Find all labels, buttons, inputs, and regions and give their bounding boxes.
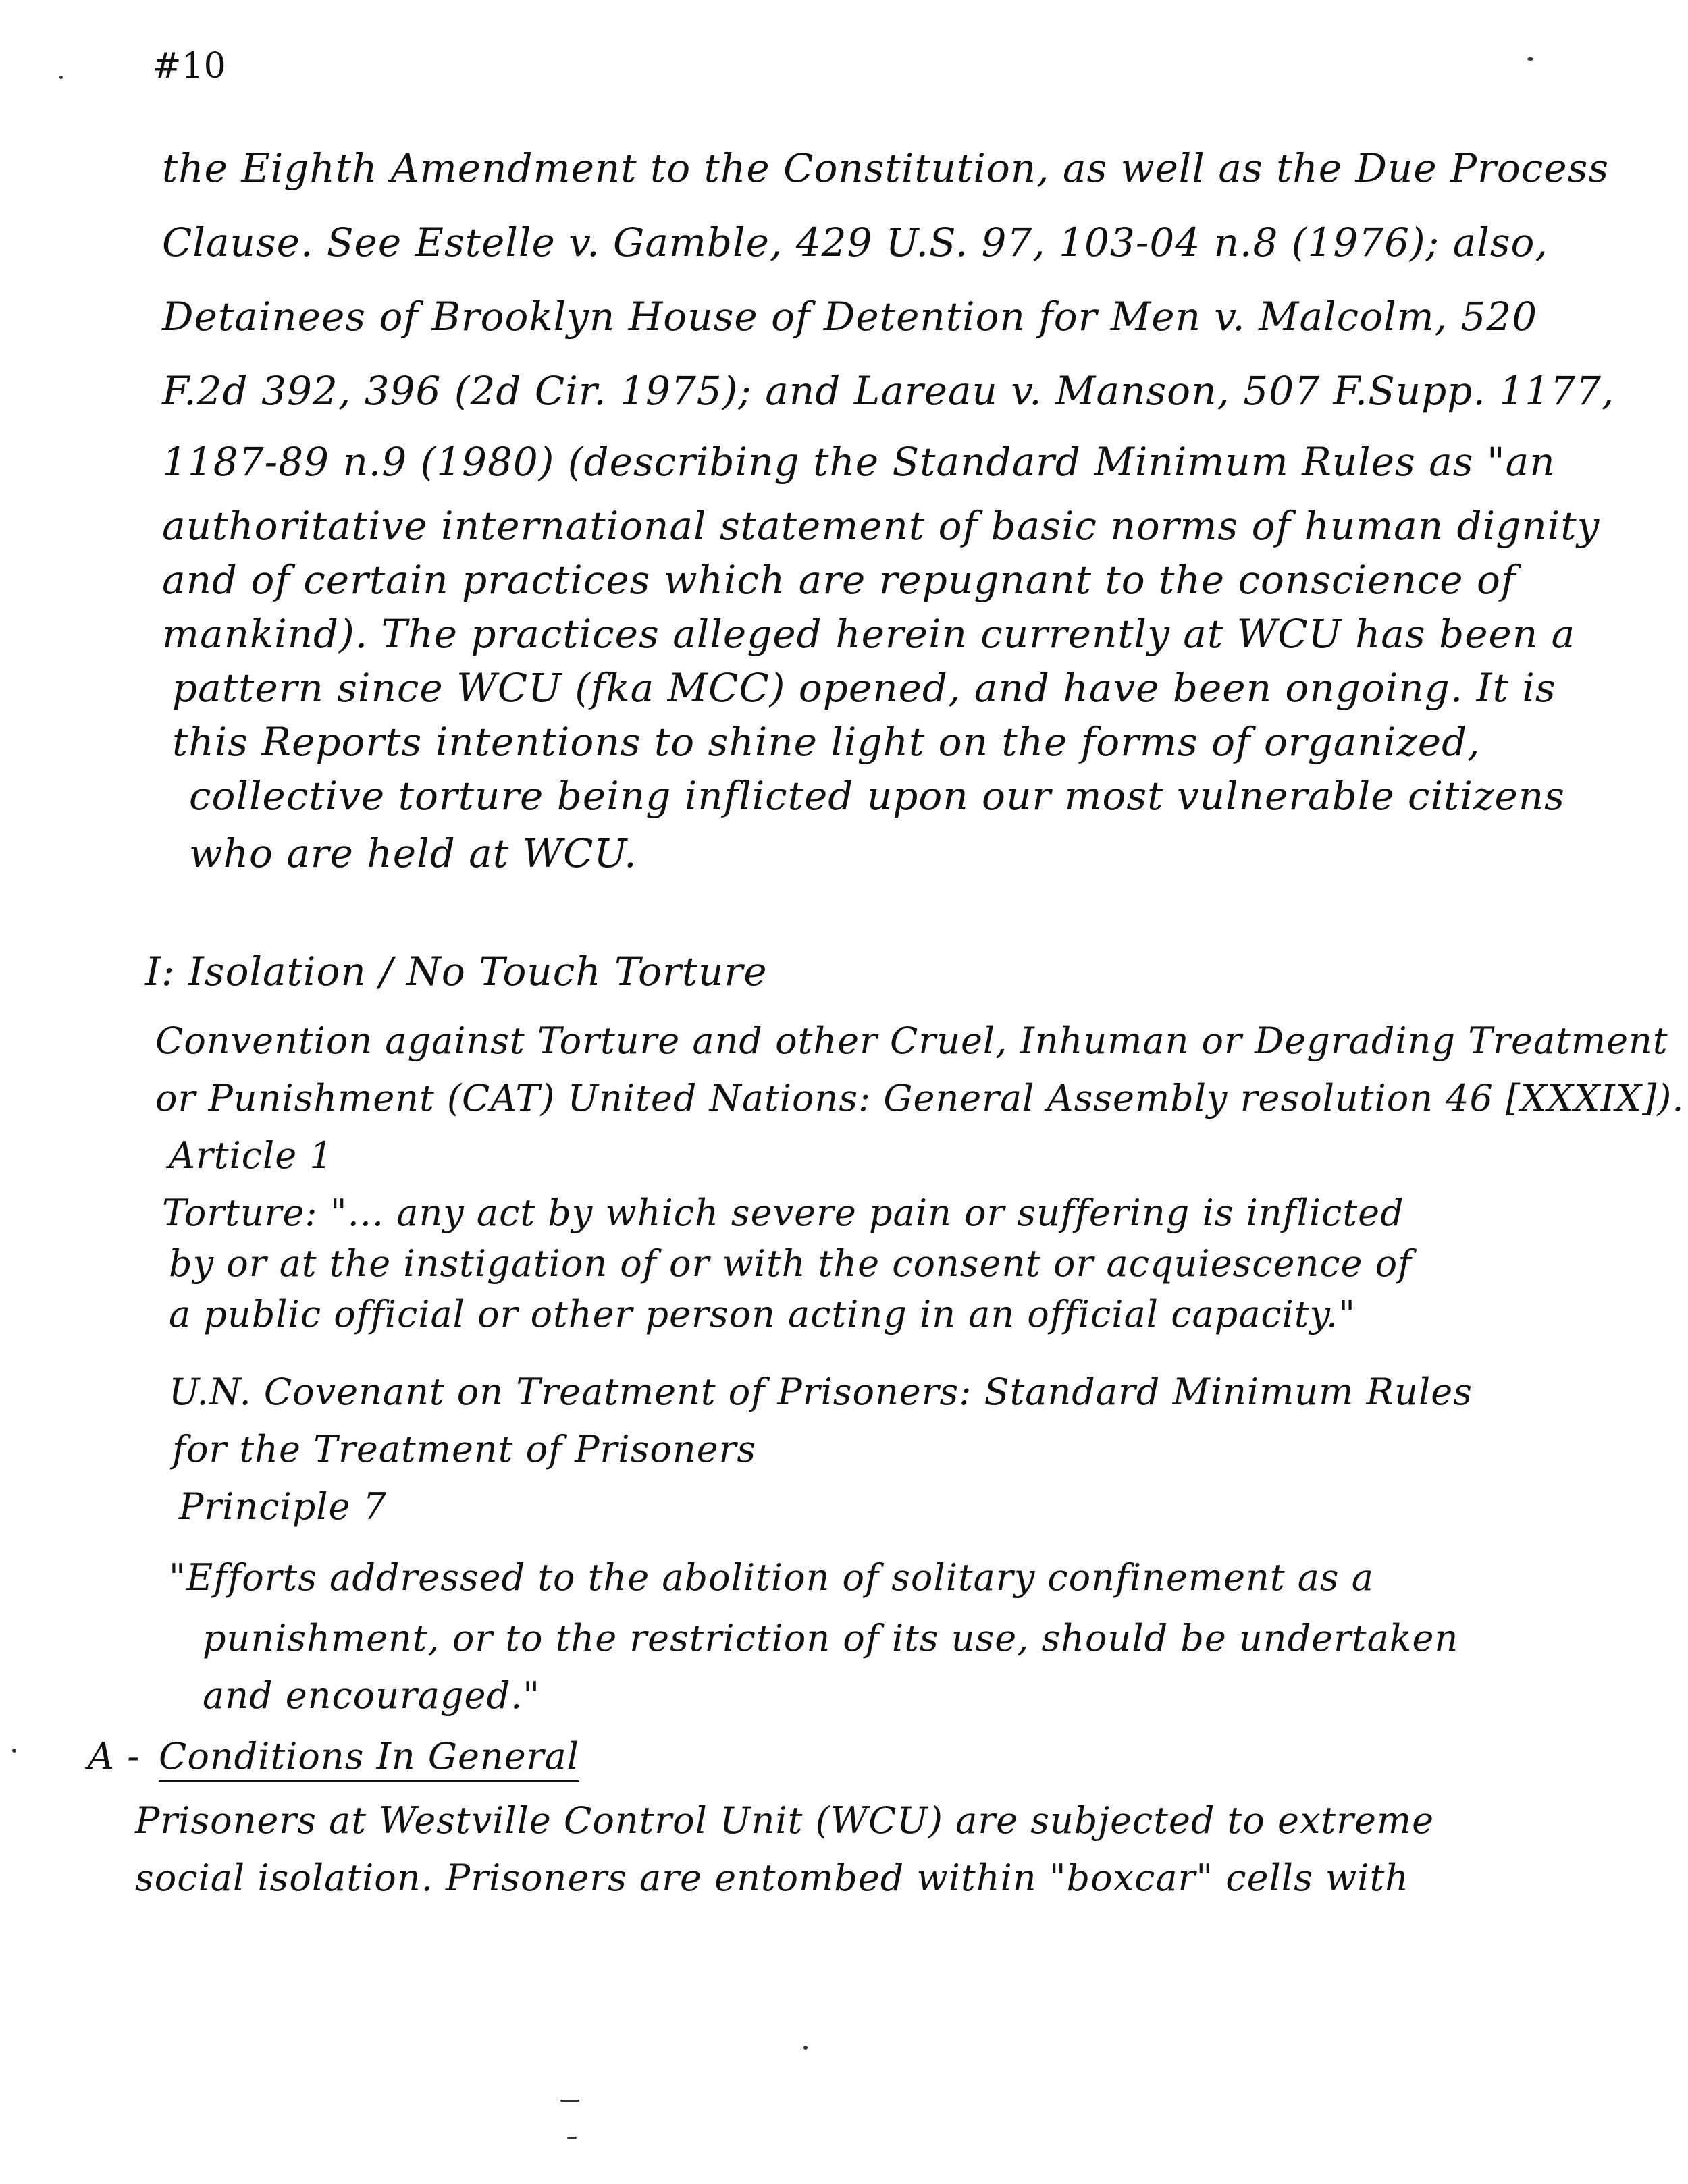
scan-speck [1527,57,1533,61]
intro-line: mankind). The practices alleged herein currently at WCU has been a [162,611,1576,657]
intro-line: authoritative international statement of basic norms of human dignity [162,503,1600,549]
quote-line: "Efforts addressed to the abolition of solitary confinement as a [169,1556,1374,1599]
cat-line: Article 1 [169,1134,334,1177]
intro-line: Detainees of Brooklyn House of Detention for Men v. Malcolm, 520 [162,294,1538,340]
un-covenant-line: Principle 7 [179,1485,388,1528]
section-heading-isolation: I: Isolation / No Touch Torture [145,949,768,994]
scan-speck [59,76,63,79]
scan-speck [567,2137,577,2139]
cat-line: or Punishment (CAT) United Nations: General Assembly resolution 46 [XXXIX]). [155,1077,1685,1119]
scan-speck [803,2046,808,2050]
intro-line: this Reports intentions to shine light on the forms of organized, [172,719,1481,765]
intro-line: F.2d 392, 396 (2d Cir. 1975); and Lareau v. Manson, 507 F.Supp. 1177, [162,368,1615,414]
intro-line: and of certain practices which are repugnant to the conscience of [162,557,1516,603]
intro-line: who are held at WCU. [189,830,637,876]
scan-speck [12,1749,16,1753]
intro-line: the Eighth Amendment to the Constitution, as well as the Due Process [162,145,1610,191]
cat-line: Convention against Torture and other Cruel, Inhuman or Degrading Treatment [155,1019,1668,1062]
section-heading-conditions: Conditions In General [159,1735,579,1782]
intro-line: pattern since WCU (fka MCC) opened, and have been ongoing. It is [172,665,1556,711]
intro-line: Clause. See Estelle v. Gamble, 429 U.S. 97, 103-04 n.8 (1976); also, [162,219,1548,265]
intro-line: 1187-89 n.9 (1980) (describing the Standard Minimum Rules as "an [162,439,1556,485]
page-number: #10 [152,46,226,86]
conditions-line: social isolation. Prisoners are entombed within "boxcar" cells with [135,1857,1409,1899]
quote-line: and encouraged." [203,1674,541,1717]
quote-line: punishment, or to the restriction of its use, should be undertaken [203,1617,1459,1659]
conditions-line: Prisoners at Westville Control Unit (WCU) are subjected to extreme [135,1799,1435,1842]
un-covenant-line: U.N. Covenant on Treatment of Prisoners: Standard Minimum Rules [169,1370,1473,1413]
intro-line: collective torture being inflicted upon our most vulnerable citizens [189,773,1565,819]
torture-definition-line: Torture: "... any act by which severe pain or suffering is inflicted [162,1192,1404,1234]
scan-speck [560,2100,579,2102]
section-heading-prefix: A - [88,1735,140,1778]
torture-definition-line: a public official or other person acting in an official capacity." [169,1293,1356,1335]
torture-definition-line: by or at the instigation of or with the consent or acquiescence of [169,1242,1413,1285]
un-covenant-line: for the Treatment of Prisoners [172,1428,757,1470]
